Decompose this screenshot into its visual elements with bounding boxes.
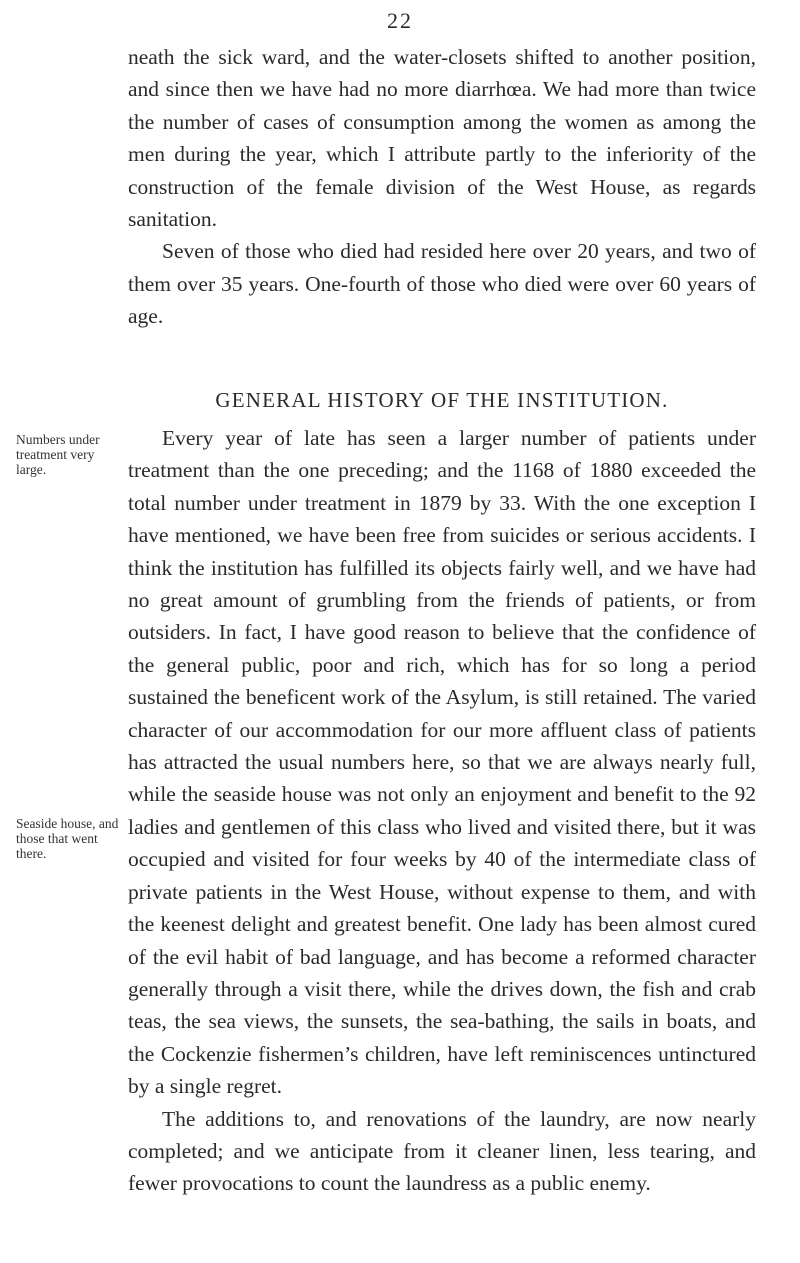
- opening-text-block: [128, 41, 756, 333]
- margin-note-numbers: Numbers under treatment very large.: [16, 432, 100, 477]
- margin-note-seaside: Seaside house, and those that went there.: [16, 816, 119, 861]
- history-text-block: [128, 422, 756, 1200]
- second-paragraph: Seven of those who died had resided here over 20 years, and two of them over 35 years. One-fourth of those who died were over 60 years of age.: [128, 239, 756, 329]
- laundry-paragraph: The additions to, and renovations of the laundry, are now nearly completed; and we anticipate from it cleaner linen, less tearing, and fewer provocations to count the laundress as a public enemy.: [128, 1106, 756, 1196]
- page-number: 22: [387, 8, 413, 33]
- history-paragraph: Every year of late has seen a larger number of patients under treatment than the one preceding; and the 1168 of 1880 exceeded the total number under treatment in 1879 by 33. With the one exception I have mentioned, we have been free from suicides or serious accidents. I think the institution has fulfilled its objects fairly well, and we have had no great amount of grumbling from the friends of patients, or from outsiders. In fact, I have good reason to believe that the confidence of the general public, poor and rich, which has for so long a period sustained the beneficent work of the Asylum, is still retained. The varied character of our accommodation for our more affluent class of patients has attracted the usual numbers here, so that we are always nearly full, while the seaside house was not only an enjoyment and benefit to the 92 ladies and gentlemen of this class who lived and visited there, but it was occupied and visited for four weeks by 40 of the intermediate class of private patients in the West House, without expense to them, and with the keenest delight and greatest benefit. One lady has been almost cured of the evil habit of bad language, and has become a reformed character generally through a visit there, while the drives down, the fish and crab teas, the sea views, the sunsets, the sea-bathing, the sails in boats, and the Cockenzie fishermen’s children, have left reminiscences untinctured by a single regret.: [128, 426, 756, 1099]
- section-heading: GENERAL HISTORY OF THE INSTITUTION.: [215, 388, 669, 412]
- opening-paragraph: neath the sick ward, and the water-closets shifted to another position, and since then we have had no more diarrhœa. We had more than twice the number of cases of consumption among the women as among the men during the year, which I attribute partly to the inferiority of the construction of the female division of the West House, as regards sanitation.: [128, 45, 756, 232]
